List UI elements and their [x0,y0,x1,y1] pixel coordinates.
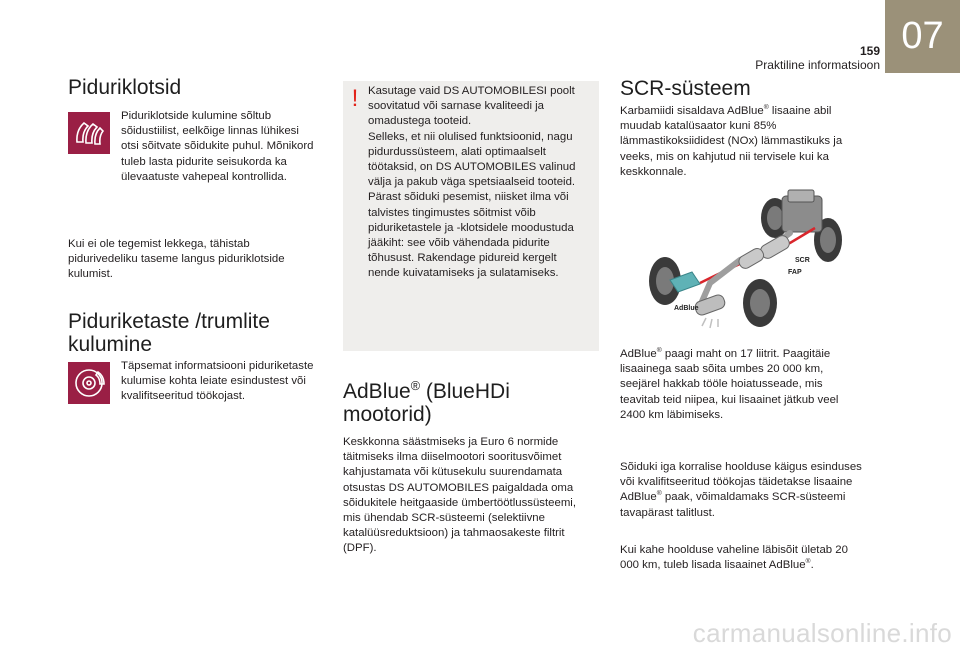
warning-icon: ! [351,85,359,112]
scr-p4-a: Kui kahe hoolduse vaheline läbisõit ületab 20 000 km, tuleb lisada lisaainet AdBlue [620,544,848,572]
chapter-number: 07 [901,15,944,57]
scr-paragraph-4 [620,543,865,573]
brake-fluid-note: Kui ei ole tegemist lekkega, tähistab pidurivedeliku taseme langus piduriklotside kulumist. [68,238,285,281]
scr-p1-b: lisaaine abil muudab katalüsaator kuni 85% lämmastikoksiididest (NOx) lämmastikuks ja veeks, mis on kahjutud nii tervisele kui ka keskkonnale. [620,105,843,178]
adblue-heading-line2: mootorid) [343,403,432,426]
wheel-front-right-hub [820,227,836,253]
scr-p3-a: Sõiduki iga korralise hoolduse käigus esinduses või kvalifitseeritud töökojas täidetakse lisaaine AdBlue [620,461,862,504]
scr-system-diagram [640,188,850,348]
adblue-heading-b: (BlueHDi [420,380,510,403]
scr-p2-a: AdBlue [620,348,657,360]
warning-text: Kasutage vaid DS AUTOMOBILESI poolt soovitatud või sarnase kvaliteedi ja omadustega tooteid. Selleks, et nii olulised funktsioonid, nagu pidurdussüsteem, alati optimaalselt töötaksid, on DS AUTOMOBILES valinud välja ja pakub väga spetsiaalseid tooteid. Pärast sõiduki pesemist, niisket ilma või talvistes tingimustes sõitmist võib piduriketastele ja -klotsidele moodustuda jääkiht: see võib vähendada pidurite tõhusust. Rakendage pidureid kergelt nende kuivatamiseks ja sulatamiseks. [368,85,576,280]
brake-pads-text: Piduriklotside kulumine sõltub sõidustiilist, eelkõige linnas lühikesi otsi sõitvate sõidukite puhul. Mõnikord tuleb lasta pidurite seisukorda ka ülevaatuste vahepeal kontrollida. [121,110,314,183]
watermark: carmanualsonline.info [692,618,952,648]
brake-discs-heading-line2: kulumine [68,333,153,356]
scr-p4-b: . [810,559,814,572]
brake-pads-icon [68,112,110,154]
brake-discs-text: Täpsemat informatsiooni piduriketaste kulumise kohta leiate esindustest või kvalifitseeritud töökojast. [121,360,314,403]
scr-p1-sup: ® [763,104,769,112]
scr-p2-sup: ® [656,347,662,355]
section-title: Praktiline informatsioon [755,58,880,72]
adblue-text: Keskkonna säästmiseks ja Euro 6 normide täitmiseks ilma diiselmootori sooritusvõimet kahjustamata või kütusekulu suurendamata otsustas DS AUTOMOBILES paigaldada oma sõidukitele heitgaaside ümbertöötlussüsteemi, mis ühendab SCR-süsteemi (selektiivne katalüüsreduktsioon) ja tahmaosakeste filtrit (DPF). [343,436,577,555]
page-number: 159 [859,44,880,58]
brake-discs-heading-line1: Piduriketaste /trumlite [68,310,270,333]
brake-discs-heading [68,310,328,356]
scr-p1-a: Karbamiidi sisaldava AdBlue [620,105,764,117]
label-fap: FAP [788,269,802,276]
scr-paragraph-1 [620,104,865,180]
adblue-heading [343,380,603,426]
scr-paragraph-3 [620,460,865,521]
adblue-heading-sup: ® [410,379,420,393]
scr-paragraph-2 [620,347,865,423]
exhaust-fumes [702,318,718,328]
brake-disc-icon [68,362,110,404]
label-adblue: AdBlue [674,305,699,312]
wheel-front-left-hub [767,206,783,230]
engine-top [788,190,814,202]
scr-p3-b: paak, võimaldamaks SCR-süsteemi tavapärast talitlust. [620,491,846,519]
adblue-heading-a: AdBlue [343,380,411,403]
brake-pads-heading: Piduriklotsid [68,76,182,99]
fap-filter [737,246,766,270]
scr-heading: SCR-süsteem [620,77,751,100]
scr-p4-sup: ® [805,558,811,566]
wheel-rear-right-hub [750,289,770,317]
scr-p3-sup: ® [656,490,662,498]
label-scr: SCR [795,257,810,264]
scr-p2-b: paagi maht on 17 liitrit. Paagitäie lisaainega saab sõita umbes 20 000 km, seejärel hakkab tööle hoiatusseade, mis teavitab teid niipea, kui lisaainet jätkub veel 2400 km läbimiseks. [620,348,839,421]
